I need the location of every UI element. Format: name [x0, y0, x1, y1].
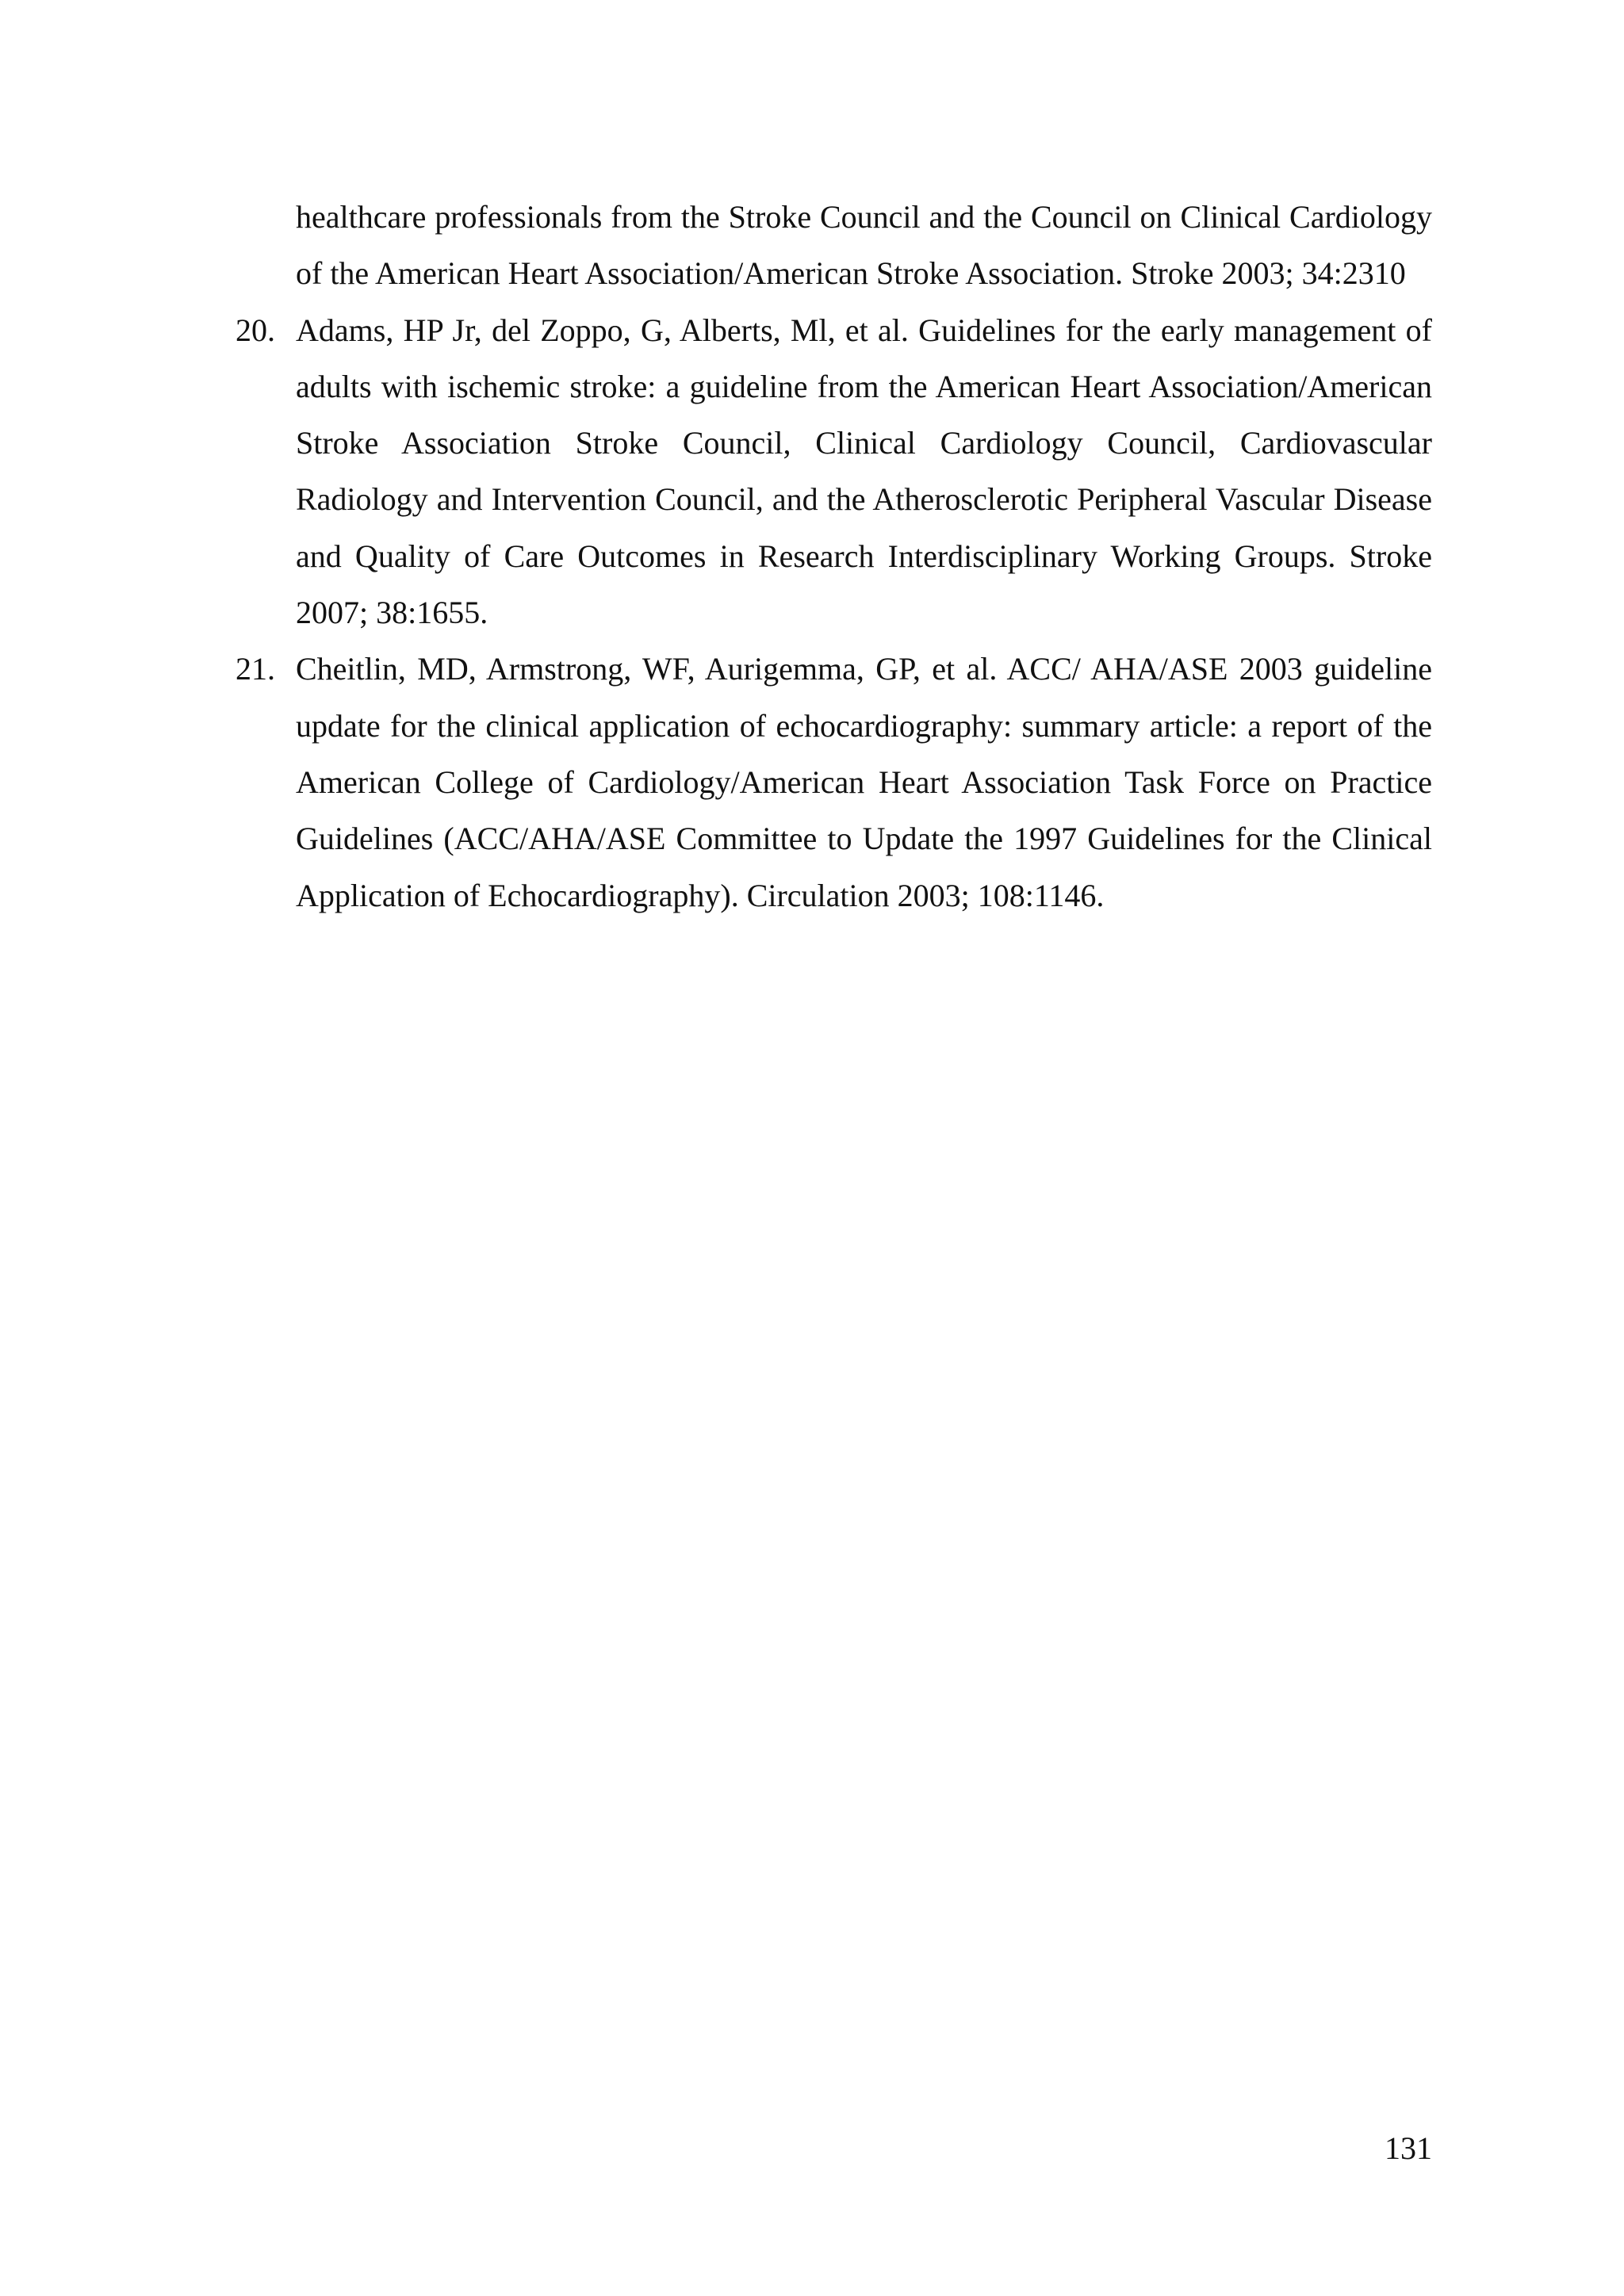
reference-text: healthcare professionals from the Stroke Council and the Council on Clinical Cardiology of the American Heart Association/American Stroke Association. Stroke 2003; 34:2310 — [296, 199, 1432, 292]
reference-number: 21. — [236, 651, 275, 687]
reference-text: Cheitlin, MD, Armstrong, WF, Aurigemma, GP, et al. ACC/ AHA/ASE 2003 guideline update for the clinical application of echocardiography: summary article: a report of the American College of Cardiology/American Heart Association Task Force on Practice Guidelines (ACC/AHA/ASE Committee to Update the 1997 Guidelines for the Clinical Application of Echocardiography). Circulation 2003; 108:1146. — [296, 651, 1432, 913]
reference-item-20 — [236, 302, 1432, 641]
reference-number: 20. — [236, 312, 275, 348]
reference-text: Adams, HP Jr, del Zoppo, G, Alberts, Ml, et al. Guidelines for the early management of adults with ischemic stroke: a guideline from the American Heart Association/American Stroke Association Stroke Council, Clinical Cardiology Council, Cardiovascular Radiology and Intervention Council, and the Atherosclerotic Peripheral Vascular Disease and Quality of Care Outcomes in Research Interdisciplinary Working Groups. Stroke 2007; 38:1655. — [296, 312, 1432, 631]
page-number: 131 — [1385, 2130, 1432, 2166]
reference-item-21 — [236, 641, 1432, 923]
reference-item-continued — [296, 189, 1432, 302]
reference-list — [236, 189, 1432, 924]
